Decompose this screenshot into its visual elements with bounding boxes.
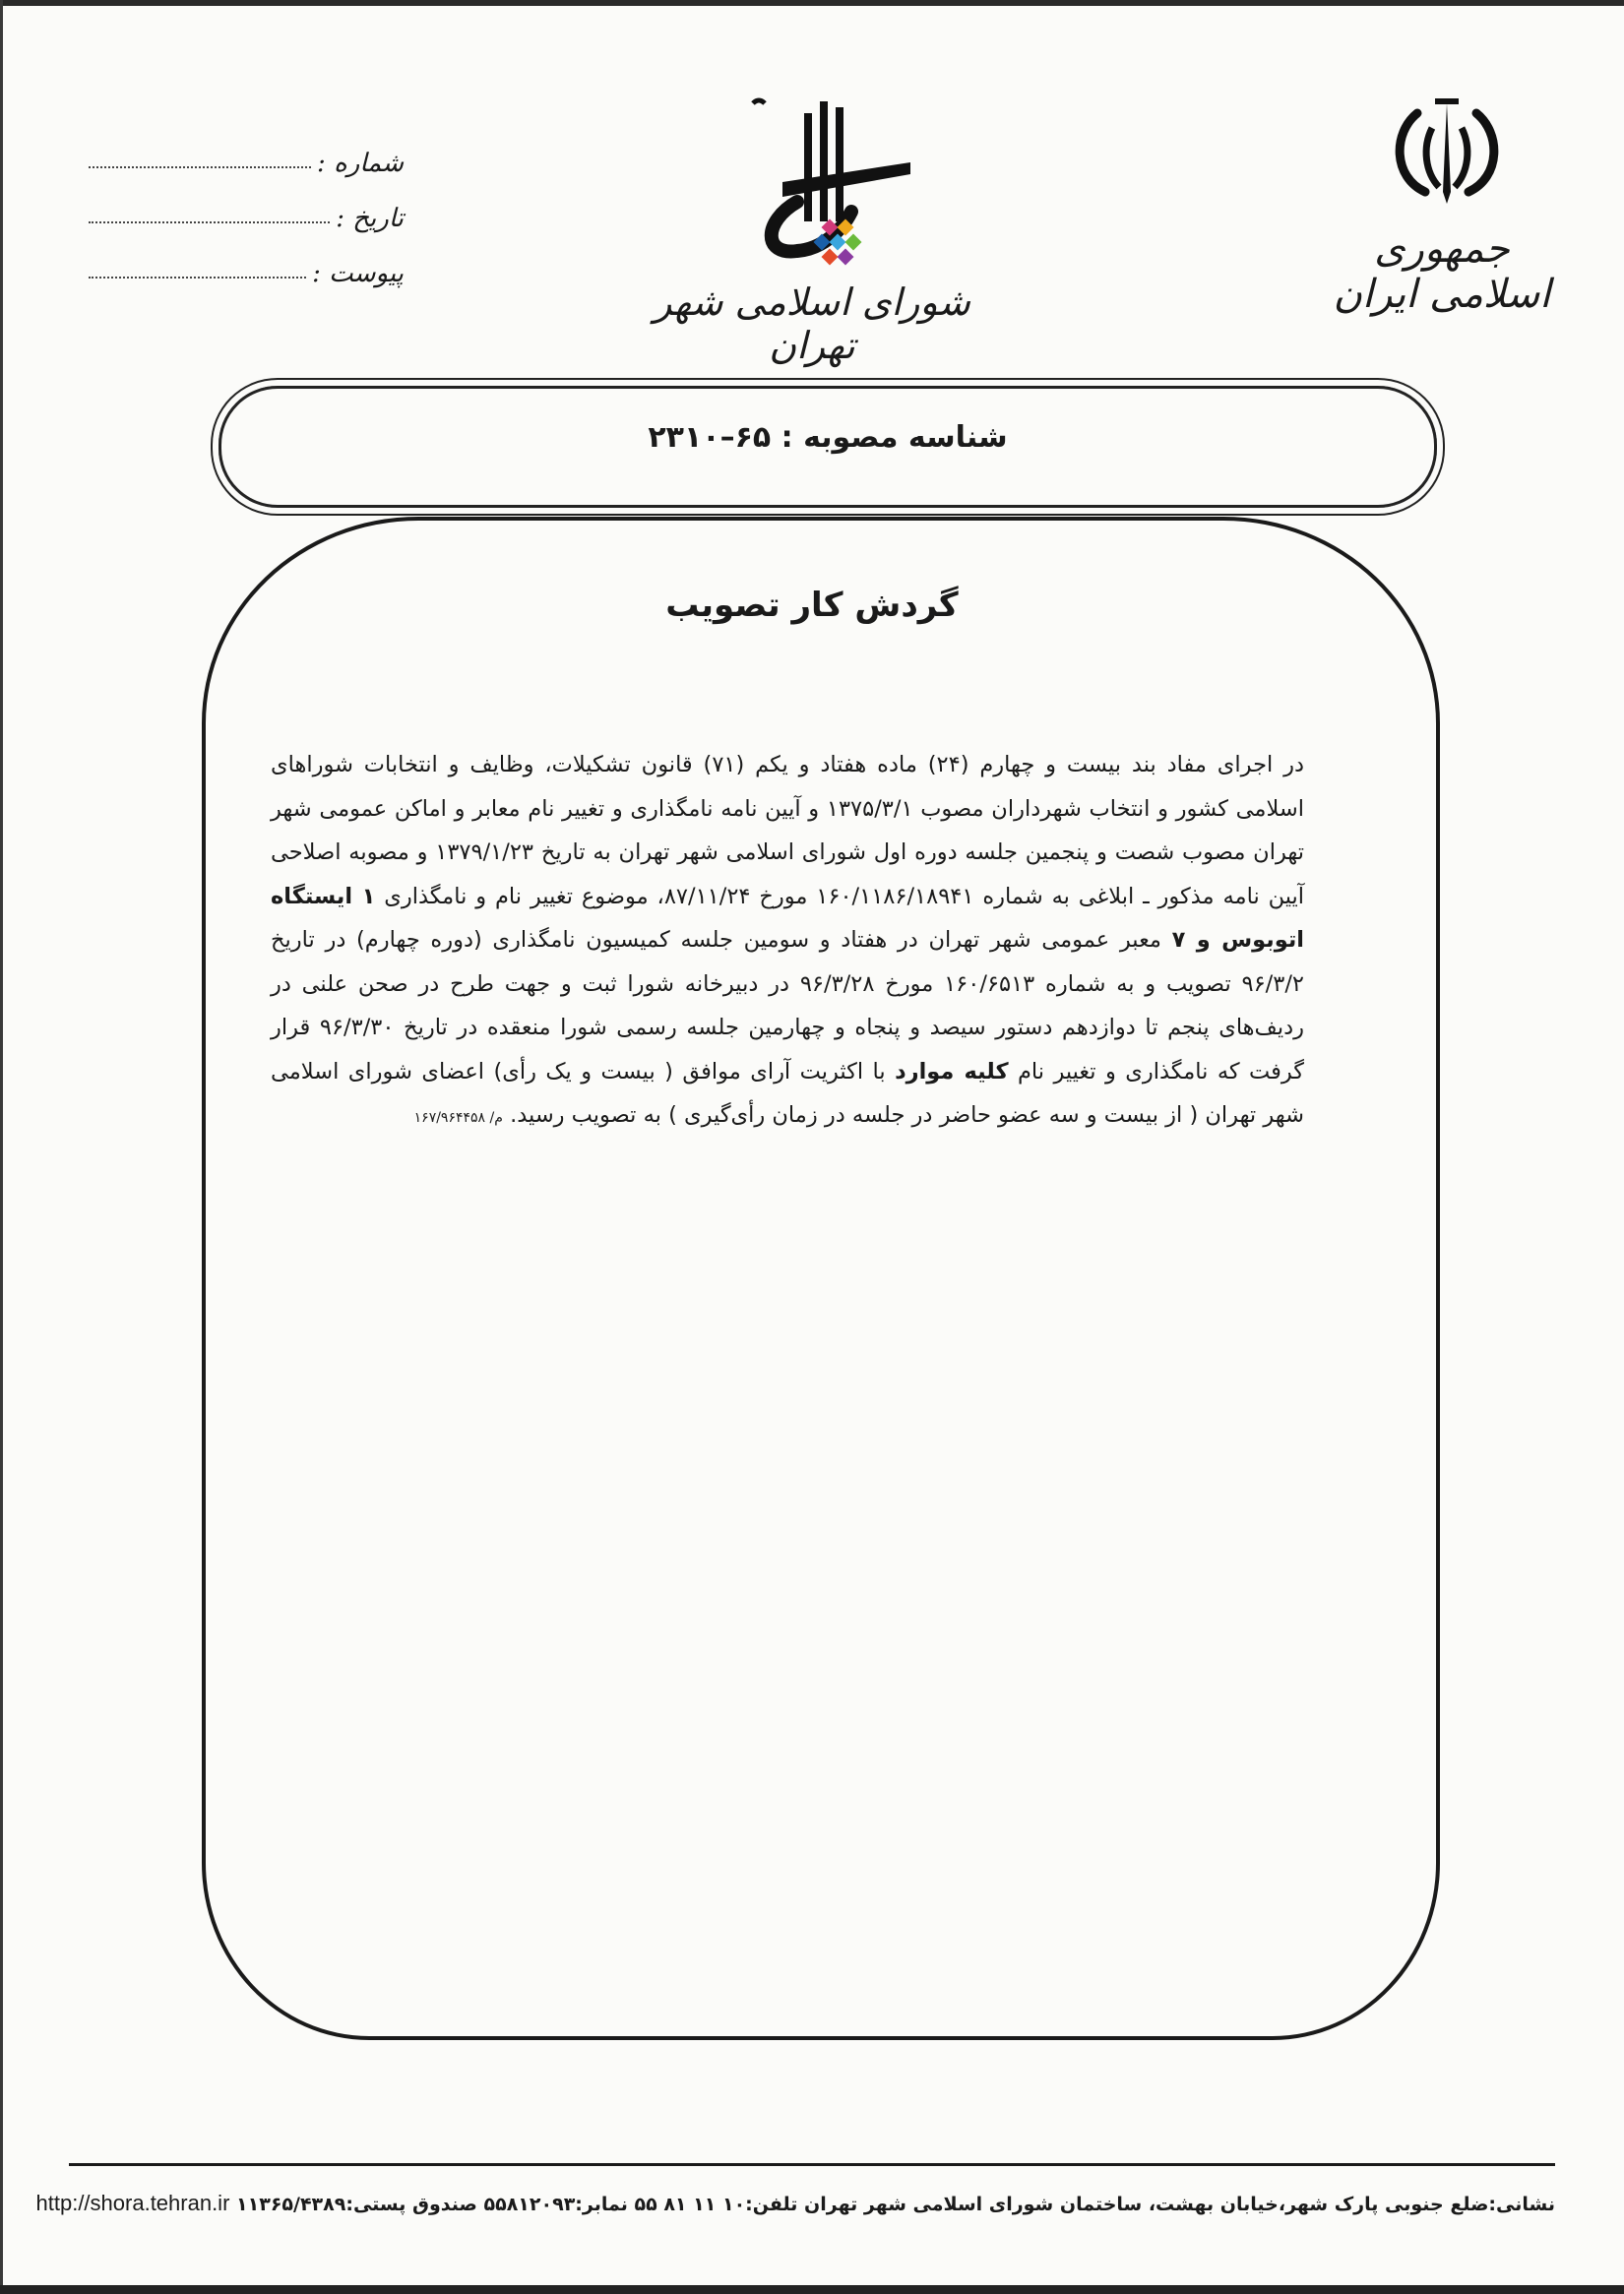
- date-label: تاریخ :: [336, 204, 404, 233]
- footer-divider: [69, 2163, 1555, 2166]
- iran-emblem-icon: [1388, 93, 1506, 212]
- document-body: [271, 743, 1304, 1141]
- number-field: [89, 123, 404, 178]
- number-label: شماره :: [317, 149, 404, 178]
- body-text-part3: با اکثریت آرای موافق ( بیست و یک رأی) اعضای شورای اسلامی شهر تهران ( از بیست و سه عضو حاضر در جلسه در زمان رأی‌گیری ) به تصویب رسید.: [271, 1058, 1304, 1128]
- page-edge-left: [0, 0, 3, 2294]
- footer-address: نشانی:ضلع جنوبی پارک شهر،خیابان بهشت، ساختمان شورای اسلامی شهر تهران تلفن:۱۰ ۱۱ ۸۱ ۵۵ نمابر:۵۵۸۱۲۰۹۳ صندوق پستی:۱۱۳۶۵/۴۳۸۹: [236, 2194, 1555, 2215]
- body-bold-all-items: کلیه موارد: [895, 1058, 1009, 1085]
- country-name: جمهوری اسلامی ایران: [1333, 226, 1551, 317]
- attachment-field: [89, 233, 404, 288]
- attachment-label: پیوست :: [312, 259, 404, 288]
- registry-note: م/ ۱۶۷/۹۶۴۴۵۸: [413, 1110, 503, 1126]
- date-blank: [89, 204, 330, 223]
- council-name: شورای اسلامی شهر تهران: [654, 280, 970, 367]
- resolution-id: شناسه مصوبه : ۶۵–۲۳۱۰: [648, 420, 1008, 455]
- footer-url[interactable]: http://shora.tehran.ir: [35, 2191, 230, 2215]
- attachment-blank: [89, 259, 306, 279]
- body-text-part1: در اجرای مفاد بند بیست و چهارم (۲۴) ماده هفتاد و یکم (۷۱) قانون تشکیلات، وظایف و انتخابات شوراهای اسلامی کشور و انتخاب شهرداران مصوب ۱۳۷۵/۳/۱ و آیین نامه نامگذاری و تغییر نام معابر و اماکن عمومی شهر تهران مصوب شصت و پنجمین جلسه دوره اول شورای اسلامی شهر تهران به تاریخ ۱۳۷۹/۱/۲۳ و مصوبه اصلاحی آیین نامه مذکور ـ ابلاغی به شماره ۱۶۰/۱۱۸۶/۱۸۹۴۱ مورخ ۸۷/۱۱/۲۴، موضوع تغییر نام و نامگذاری: [271, 752, 1305, 909]
- document-title: گردش کار تصویب: [665, 586, 959, 625]
- number-blank: [89, 149, 311, 168]
- page-edge-bottom: [0, 2285, 1624, 2294]
- body-text-part2: معبر عمومی شهر تهران در هفتاد و سومین جلسه کمیسیون نامگذاری (دوره چهارم) در تاریخ ۹۶/۳/۲ تصویب و به شماره ۱۶۰/۶۵۱۳ مورخ ۹۶/۳/۲۸ در دبیرخانه شورا ثبت و جهت طرح در صحن علنی در ردیف‌های پنجم تا دوازدهم دستور سیصد و پنجاه و چهارمین جلسه رسمی شورا منعقده در تاریخ ۹۶/۳/۳۰ قرار گرفت که نامگذاری و تغییر نام: [271, 927, 1305, 1085]
- tehran-council-logo-icon: [743, 93, 920, 290]
- footer: [35, 2191, 1555, 2216]
- body-bold-count: ۱ ایستگاه اتوبوس و ۷: [271, 883, 1304, 953]
- letter-meta-fields: [89, 123, 404, 288]
- resolution-id-banner: [219, 386, 1437, 508]
- page-edge-top: [0, 0, 1624, 6]
- date-field: [89, 178, 404, 233]
